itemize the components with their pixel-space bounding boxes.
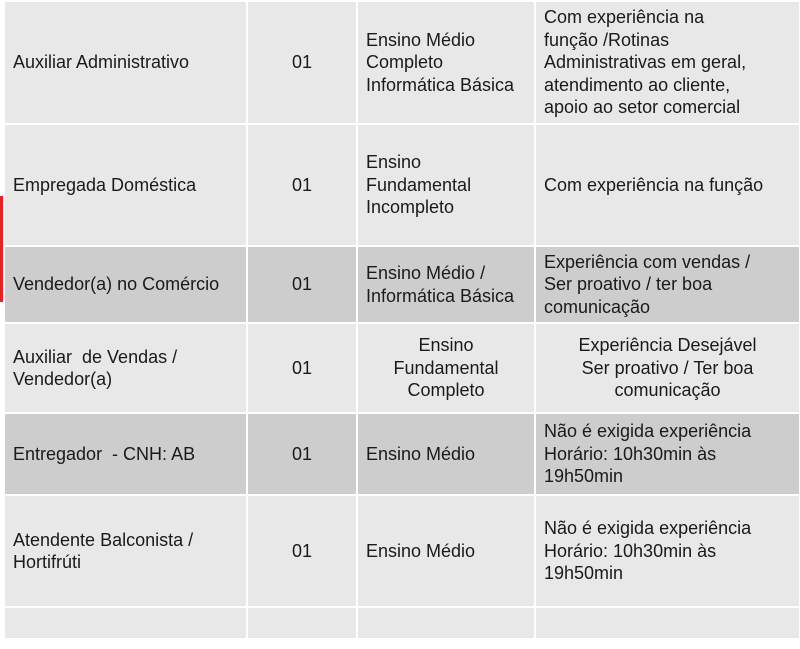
- role-cell: [4, 124, 247, 246]
- quantity-text: 01: [291, 274, 313, 295]
- requirements-line: Experiência Desejável: [578, 335, 757, 356]
- quantity-cell: [247, 413, 357, 495]
- quantity-text: 01: [291, 443, 313, 464]
- requirements-line: 19h50min: [544, 563, 624, 584]
- quantity-text: 01: [291, 357, 313, 378]
- role-cell: [4, 323, 247, 413]
- role-cell: [4, 495, 247, 607]
- requirements-line: Com experiência na: [544, 7, 705, 28]
- table-row: [4, 246, 800, 323]
- education-line: Informática Básica: [366, 285, 515, 306]
- requirements-line: Com experiência na função: [544, 174, 764, 195]
- requirements-line: Não é exigida experiência: [544, 421, 752, 442]
- role-text: Auxiliar Administrativo: [13, 52, 190, 73]
- requirements-line: apoio ao setor comercial: [544, 97, 741, 118]
- requirements-cell: [535, 1, 800, 124]
- education-cell: [357, 413, 535, 495]
- role-cell: [4, 1, 247, 124]
- job-openings-table: [3, 0, 800, 640]
- table-row-partial: [4, 607, 800, 639]
- requirements-cell: [535, 246, 800, 323]
- role-text: Auxiliar de Vendas /: [13, 346, 178, 367]
- education-line: Completo: [407, 380, 485, 401]
- requirements-line: Ser proativo / ter boa: [544, 274, 713, 295]
- role-text: Vendedor(a): [13, 369, 113, 389]
- table-row: [4, 124, 800, 246]
- quantity-text: 01: [291, 174, 313, 195]
- quantity-text: 01: [291, 52, 313, 73]
- education-line: Ensino Médio: [366, 443, 476, 464]
- education-line: Ensino: [418, 335, 474, 356]
- role-text: Entregador - CNH: AB: [13, 443, 196, 464]
- education-line: Ensino Médio /: [366, 263, 486, 283]
- education-cell: [357, 323, 535, 413]
- requirements-line: comunicação: [614, 380, 721, 401]
- education-line: Ensino Médio: [366, 540, 476, 561]
- education-line: Fundamental: [366, 174, 472, 195]
- table-row: [4, 323, 800, 413]
- role-cell: [4, 413, 247, 495]
- requirements-cell: [535, 495, 800, 607]
- education-line: Completo: [366, 52, 444, 73]
- table-row: [4, 495, 800, 607]
- quantity-cell: [247, 1, 357, 124]
- requirements-cell-empty: [535, 607, 800, 639]
- education-cell: [357, 246, 535, 323]
- role-text: Empregada Doméstica: [13, 174, 197, 195]
- quantity-cell: [247, 495, 357, 607]
- requirements-line: Ser proativo / Ter boa: [581, 357, 754, 378]
- quantity-cell: [247, 323, 357, 413]
- education-line: Fundamental: [393, 357, 499, 378]
- role-cell-empty: [4, 607, 247, 639]
- quantity-cell-empty: [247, 607, 357, 639]
- role-text: Atendente Balconista /: [13, 529, 194, 550]
- quantity-text: 01: [291, 540, 313, 561]
- education-line: Incompleto: [366, 197, 455, 218]
- education-cell: [357, 495, 535, 607]
- table-row: [4, 413, 800, 495]
- requirements-cell: [535, 124, 800, 246]
- requirements-line: comunicação: [544, 296, 651, 317]
- requirements-line: função /Rotinas: [544, 29, 670, 50]
- requirements-line: 19h50min: [544, 466, 624, 487]
- table-row: [4, 1, 800, 124]
- education-line: Informática Básica: [366, 74, 515, 95]
- education-line: Ensino: [366, 152, 422, 173]
- quantity-cell: [247, 246, 357, 323]
- quantity-cell: [247, 124, 357, 246]
- role-text: Hortifrúti: [13, 552, 82, 572]
- requirements-line: Experiência com vendas /: [544, 251, 751, 272]
- requirements-cell: [535, 413, 800, 495]
- education-cell-empty: [357, 607, 535, 639]
- role-cell: [4, 246, 247, 323]
- requirements-cell: [535, 323, 800, 413]
- role-text: Vendedor(a) no Comércio: [13, 274, 220, 295]
- requirements-line: Horário: 10h30min às: [544, 540, 717, 561]
- education-cell: [357, 1, 535, 124]
- education-cell: [357, 124, 535, 246]
- requirements-line: Horário: 10h30min às: [544, 443, 717, 464]
- education-line: Ensino Médio: [366, 29, 476, 50]
- requirements-line: Administrativas em geral,: [544, 52, 747, 73]
- requirements-line: Não é exigida experiência: [544, 518, 752, 539]
- requirements-line: atendimento ao cliente,: [544, 74, 731, 95]
